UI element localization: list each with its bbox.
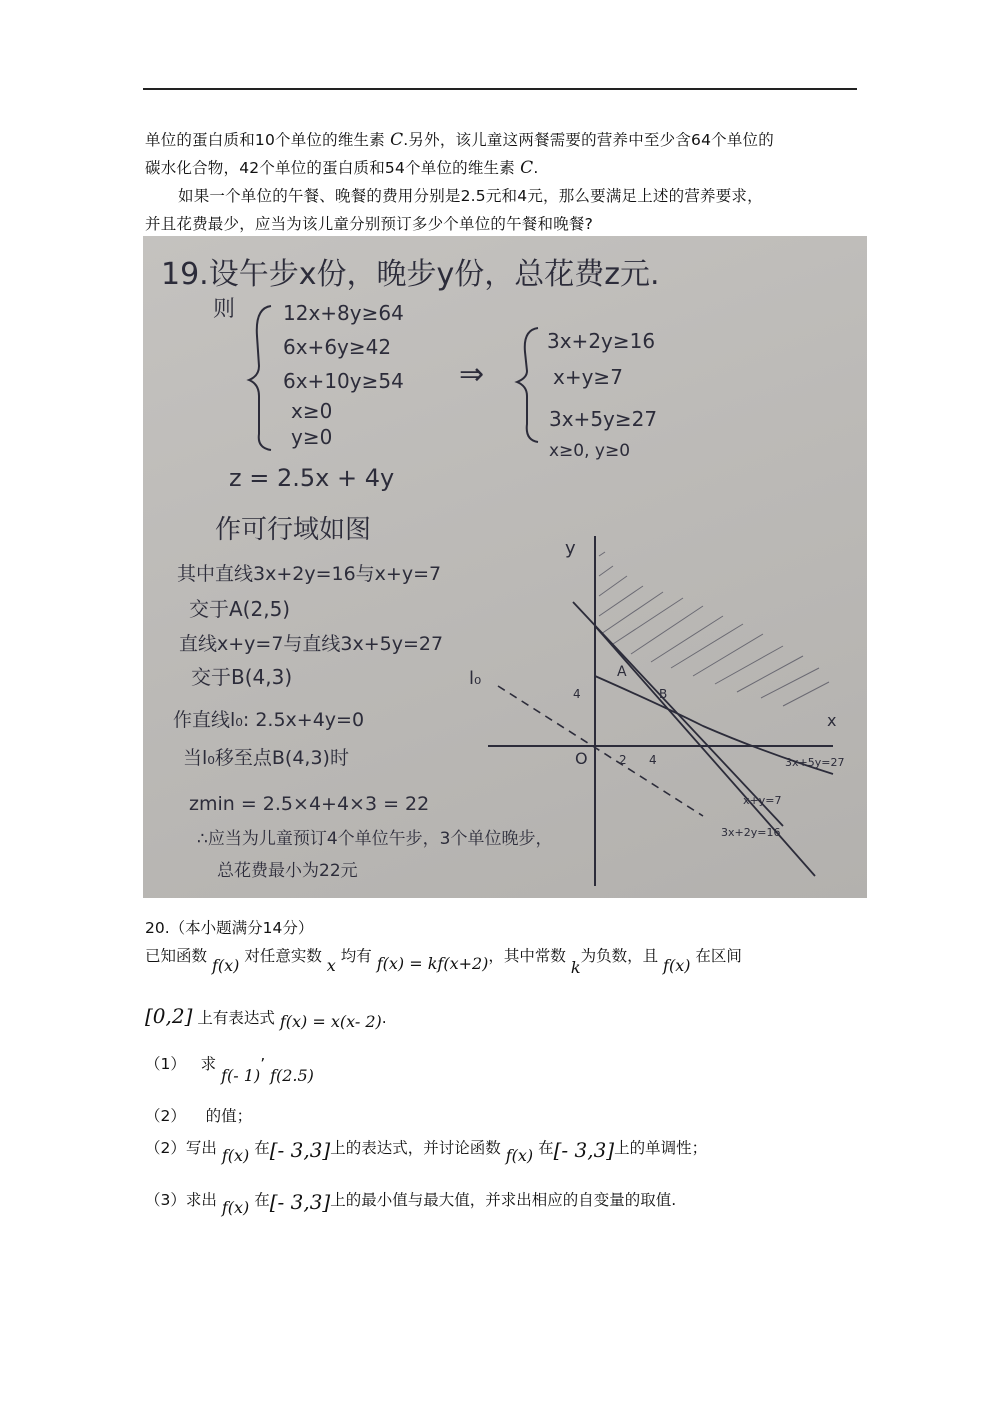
line-3x-2y-16 xyxy=(595,626,815,876)
problem20-line1: 已知函数 f(x) 对任意实数 x 均有 f(x) = kf(x+2)，其中常数 k为负数，且 f(x) 在区间 xyxy=(145,947,742,977)
problem20-q1: （1） 求 f(- 1)’ f(2.5) xyxy=(145,1055,314,1085)
problem19-line3: 如果一个单位的午餐、晚餐的费用分别是2.5元和4元，那么要满足上述的营养要求， xyxy=(178,187,763,205)
problem19-line4: 并且花费最少，应当为该儿童分别预订多少个单位的午餐和晚餐? xyxy=(145,215,594,233)
vitamin-c-symbol: C xyxy=(390,130,404,150)
sys1-eq2: 6x+6y≥42 xyxy=(283,335,392,359)
hw-step5: 交于B(4,3) xyxy=(191,665,293,689)
hw-step6: 作直线l₀: 2.5x+4y=0 xyxy=(173,709,365,731)
math-interval-neg3-3: [- 3,3] xyxy=(269,1190,331,1214)
x-tick-2: 2 xyxy=(619,753,627,767)
problem20-line2: [0,2] 上有表达式 f(x) = x(x- 2). xyxy=(145,1004,387,1031)
line-l0-dashed xyxy=(498,686,703,816)
math-f-neg1: f(- 1) xyxy=(221,1066,261,1085)
math-fx: f(x) xyxy=(211,956,240,975)
problem20-header: 20.（本小题满分14分） xyxy=(145,919,314,937)
problem20-q2a: （2） 的值； xyxy=(145,1107,253,1125)
x-axis-label: x xyxy=(827,711,837,730)
point-a-label: A xyxy=(617,664,627,680)
handwritten-solution-photo xyxy=(143,236,867,898)
math-fx: f(x) xyxy=(221,1198,250,1217)
math-interval-0-2: [0,2] xyxy=(145,1004,193,1028)
hw-ze: 则 xyxy=(213,297,236,322)
point-b-label: B xyxy=(659,687,668,701)
problem19-line1: 单位的蛋白质和10个单位的维生素 C.另外，该儿童这两餐需要的营养中至少含64个单位的 xyxy=(145,130,774,150)
hw-step1: 作可行域如图 xyxy=(215,515,372,545)
math-fx: f(x) xyxy=(221,1146,250,1165)
vitamin-c-symbol: C xyxy=(520,158,534,178)
sys1-eq1: 12x+8y≥64 xyxy=(283,301,404,325)
math-k: k xyxy=(570,958,581,977)
origin-label: O xyxy=(575,749,588,768)
hw-step3: 交于A(2,5) xyxy=(189,597,291,621)
sys1-eq3: 6x+10y≥54 xyxy=(283,369,404,393)
sys1-eq5: y≥0 xyxy=(291,425,333,449)
line-label-xy7: x+y=7 xyxy=(743,794,782,807)
y-tick-4: 4 xyxy=(573,687,581,701)
handwritten-solution-svg xyxy=(143,236,867,898)
hw-title: 19.设午步x份，晚步y份，总花费z元. xyxy=(161,257,660,292)
sys2-eq1: 3x+2y≥16 xyxy=(547,329,656,353)
math-expression: f(x) = x(x- 2) xyxy=(279,1012,382,1031)
y-axis-label: y xyxy=(565,538,576,559)
feasible-region-hatch xyxy=(599,552,829,706)
math-fx: f(x) xyxy=(663,956,691,975)
math-interval-neg3-3: [- 3,3] xyxy=(269,1138,331,1162)
sys1-eq4: x≥0 xyxy=(291,399,333,423)
math-fx: f(x) xyxy=(505,1146,534,1165)
implies-arrow: ⇒ xyxy=(459,357,485,392)
hw-step7: 当l₀移至点B(4,3)时 xyxy=(183,747,349,769)
l0-label: l₀ xyxy=(469,668,482,689)
hw-step4: 直线x+y=7与直线3x+5y=27 xyxy=(179,633,444,655)
objective-function: z = 2.5x + 4y xyxy=(229,464,395,492)
sys2-eq4: x≥0, y≥0 xyxy=(549,441,631,461)
sys2-eq2: x+y≥7 xyxy=(553,365,623,389)
math-functional-eq: f(x) = kf(x+2) xyxy=(376,954,489,973)
hw-step2: 其中直线3x+2y=16与x+y=7 xyxy=(177,563,442,585)
math-x: x xyxy=(326,956,336,975)
hw-step8: zmin = 2.5×4+4×3 = 22 xyxy=(189,793,430,815)
problem20-q2: （2）写出 f(x) 在[- 3,3]上的表达式，并讨论函数 f(x) 在[- 3,3]上的单调性； xyxy=(145,1138,708,1165)
sys2-eq3: 3x+5y≥27 xyxy=(549,407,658,431)
header-rule xyxy=(143,88,857,90)
hw-step10: 总花费最小为22元 xyxy=(217,861,358,881)
problem20-q3: （3）求出 f(x) 在[- 3,3]上的最小值与最大值，并求出相应的自变量的取值. xyxy=(145,1190,677,1217)
problem19-line2: 碳水化合物，42个单位的蛋白质和54个单位的维生素 C. xyxy=(145,158,539,178)
x-tick-4: 4 xyxy=(649,753,657,767)
left-brace-1 xyxy=(249,306,271,450)
line-label-3x5y27: 3x+5y=27 xyxy=(785,756,845,769)
math-interval-neg3-3: [- 3,3] xyxy=(553,1138,615,1162)
math-f-2-5: f(2.5) xyxy=(270,1066,314,1085)
hw-step9: ∴应当为儿童预订4个单位午步，3个单位晚步， xyxy=(197,829,553,849)
left-brace-2 xyxy=(517,328,538,442)
line-label-3x2y16: 3x+2y=16 xyxy=(721,826,781,839)
